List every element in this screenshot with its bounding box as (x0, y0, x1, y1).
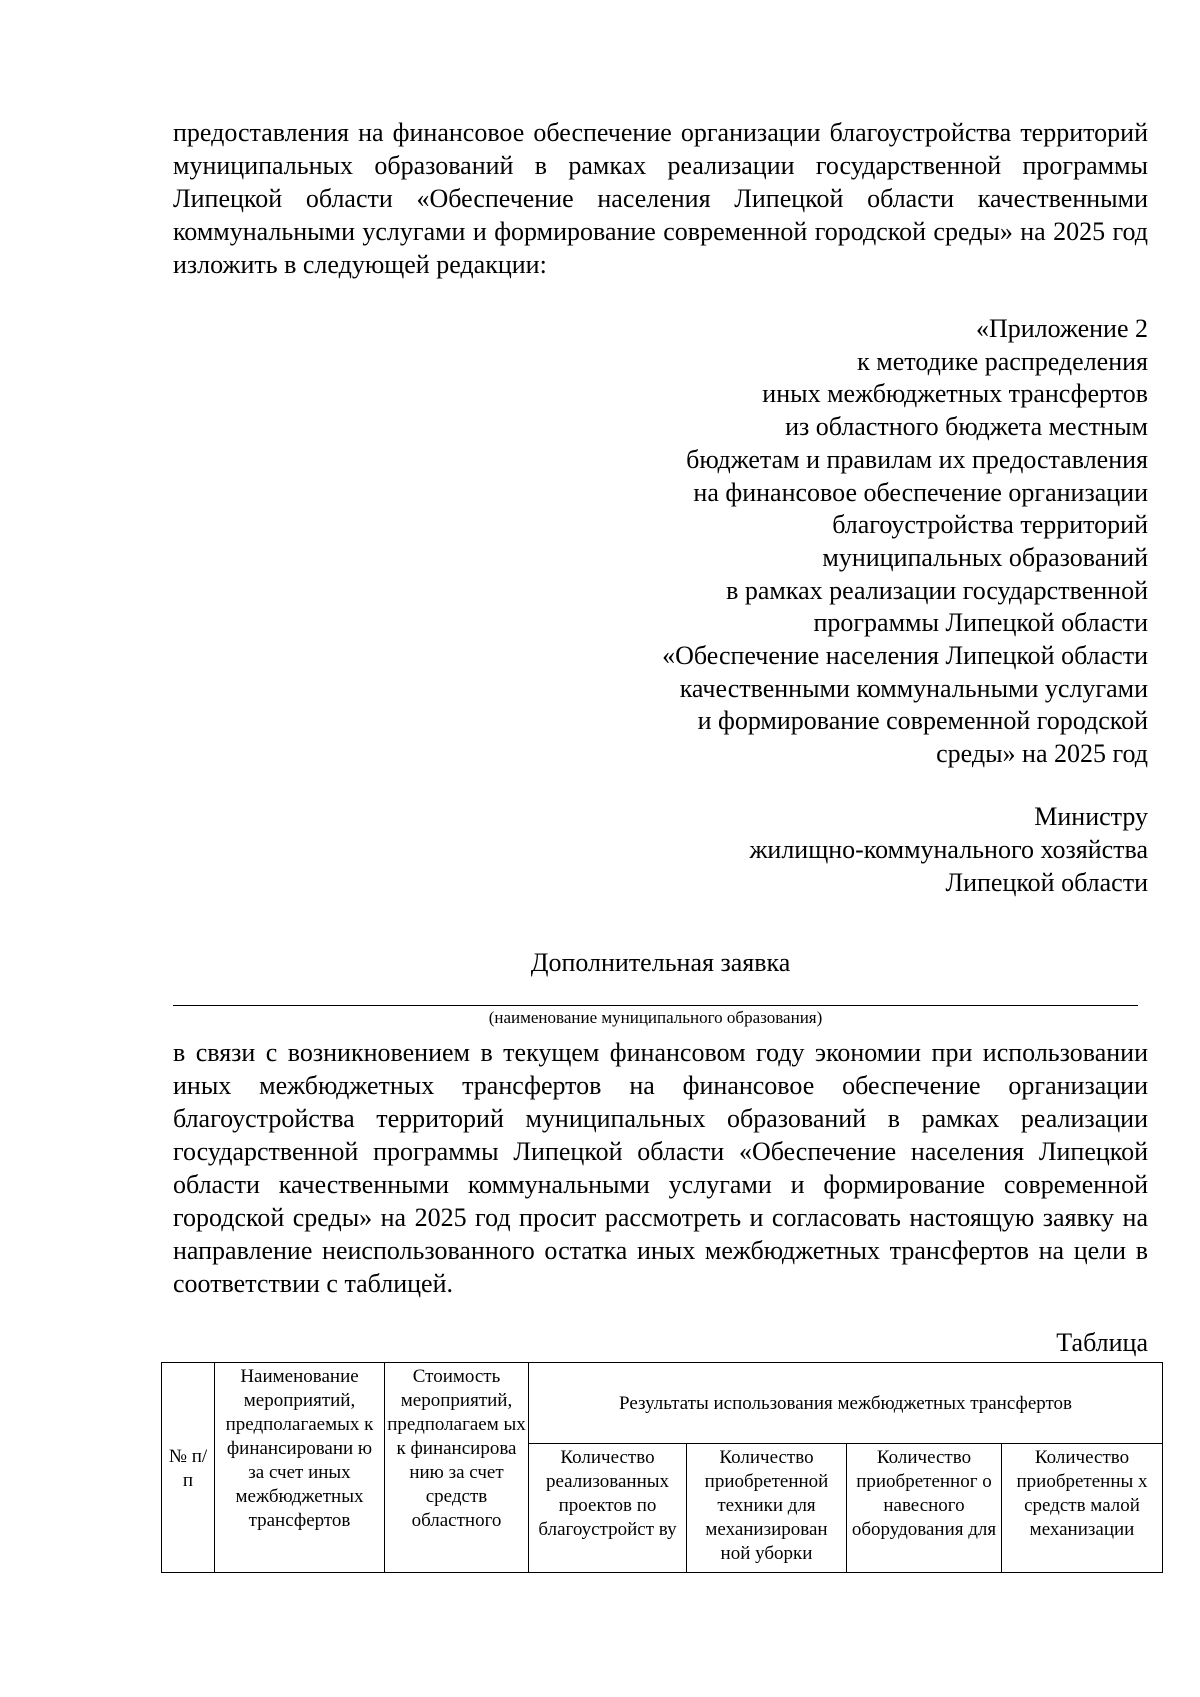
header-cell-cost: Стоимость мероприятий, предполагаем ых к финансирова нию за счет средств областного (385, 1363, 529, 1573)
addressee-block (600, 800, 1148, 899)
header-cell-machinery-count: Количество приобретенной техники для механизирован ной уборки (687, 1444, 847, 1573)
appendix-line: программы Липецкой области (813, 608, 1148, 638)
appendix-line: «Приложение 2 (975, 314, 1148, 343)
header-cell-activities: Наименование мероприятий, предполагаемых к финансировани ю за счет иных межбюджетных трансфертов (215, 1363, 385, 1573)
results-table (161, 1362, 1163, 1573)
header-cell-attachments-count: Количество приобретенног о навесного оборудования для (847, 1444, 1002, 1573)
intro-paragraph: предоставления на финансовое обеспечение организации благоустройства территорий муниципальных образований в рамках реализации государственной программы Липецкой области «Обеспечение населения Липецкой области качественными коммунальными услугами и формирование современной городской среды» на 2025 год изложить в следующей редакции: (173, 118, 1148, 279)
appendix-line: качественными коммунальными услугами (679, 673, 1148, 703)
document-title: Дополнительная заявка (530, 948, 791, 977)
addressee-line: Министру (1034, 802, 1148, 831)
appendix-line: бюджетам и правилам их предоставления (686, 444, 1148, 474)
addressee-line: жилищно-коммунального хозяйства (749, 835, 1148, 864)
appendix-line: иных межбюджетных трансфертов (762, 379, 1148, 409)
municipality-name-line (173, 1005, 1138, 1006)
appendix-line: и формирование современной городской (697, 706, 1148, 736)
appendix-line: благоустройства территорий (832, 510, 1148, 540)
request-paragraph: в связи с возникновением в текущем финансовом году экономии при использовании иных межбюджетных трансфертов на финансовое обеспечение организации благоустройства территорий муниципальных образований в рамках реализации государственной программы Липецкой области «Обеспечение населения Липецкой области качественными коммунальными услугами и формирование современной городской среды» на 2025 год просит рассмотреть и согласовать настоящую заявку на направление неиспользованного остатка иных межбюджетных трансфертов на цели в соответствии с таблицей. (173, 1038, 1148, 1298)
header-cell-projects-count: Количество реализованных проектов по благоустройст ву (529, 1444, 687, 1573)
header-cell-results-group: Результаты использования межбюджетных трансфертов (529, 1363, 1163, 1444)
appendix-line: «Обеспечение населения Липецкой области (662, 641, 1148, 671)
appendix-line: муниципальных образований (822, 542, 1148, 572)
table-header-row (162, 1363, 1163, 1444)
addressee-line: Липецкой области (945, 868, 1148, 897)
municipality-caption: (наименование муниципального образования) (488, 1008, 823, 1027)
appendix-header (560, 313, 1148, 771)
table-caption: Таблица (1056, 1328, 1148, 1357)
appendix-line: к методике распределения (857, 346, 1148, 376)
appendix-line: среды» на 2025 год (936, 739, 1148, 769)
appendix-line: в рамках реализации государственной (726, 575, 1148, 605)
header-cell-number: № п/п (162, 1363, 215, 1573)
appendix-line: из областного бюджета местным (785, 412, 1148, 442)
appendix-line: на финансовое обеспечение организации (693, 477, 1148, 507)
header-cell-small-tools-count: Количество приобретенны х средств малой механизации (1002, 1444, 1163, 1573)
